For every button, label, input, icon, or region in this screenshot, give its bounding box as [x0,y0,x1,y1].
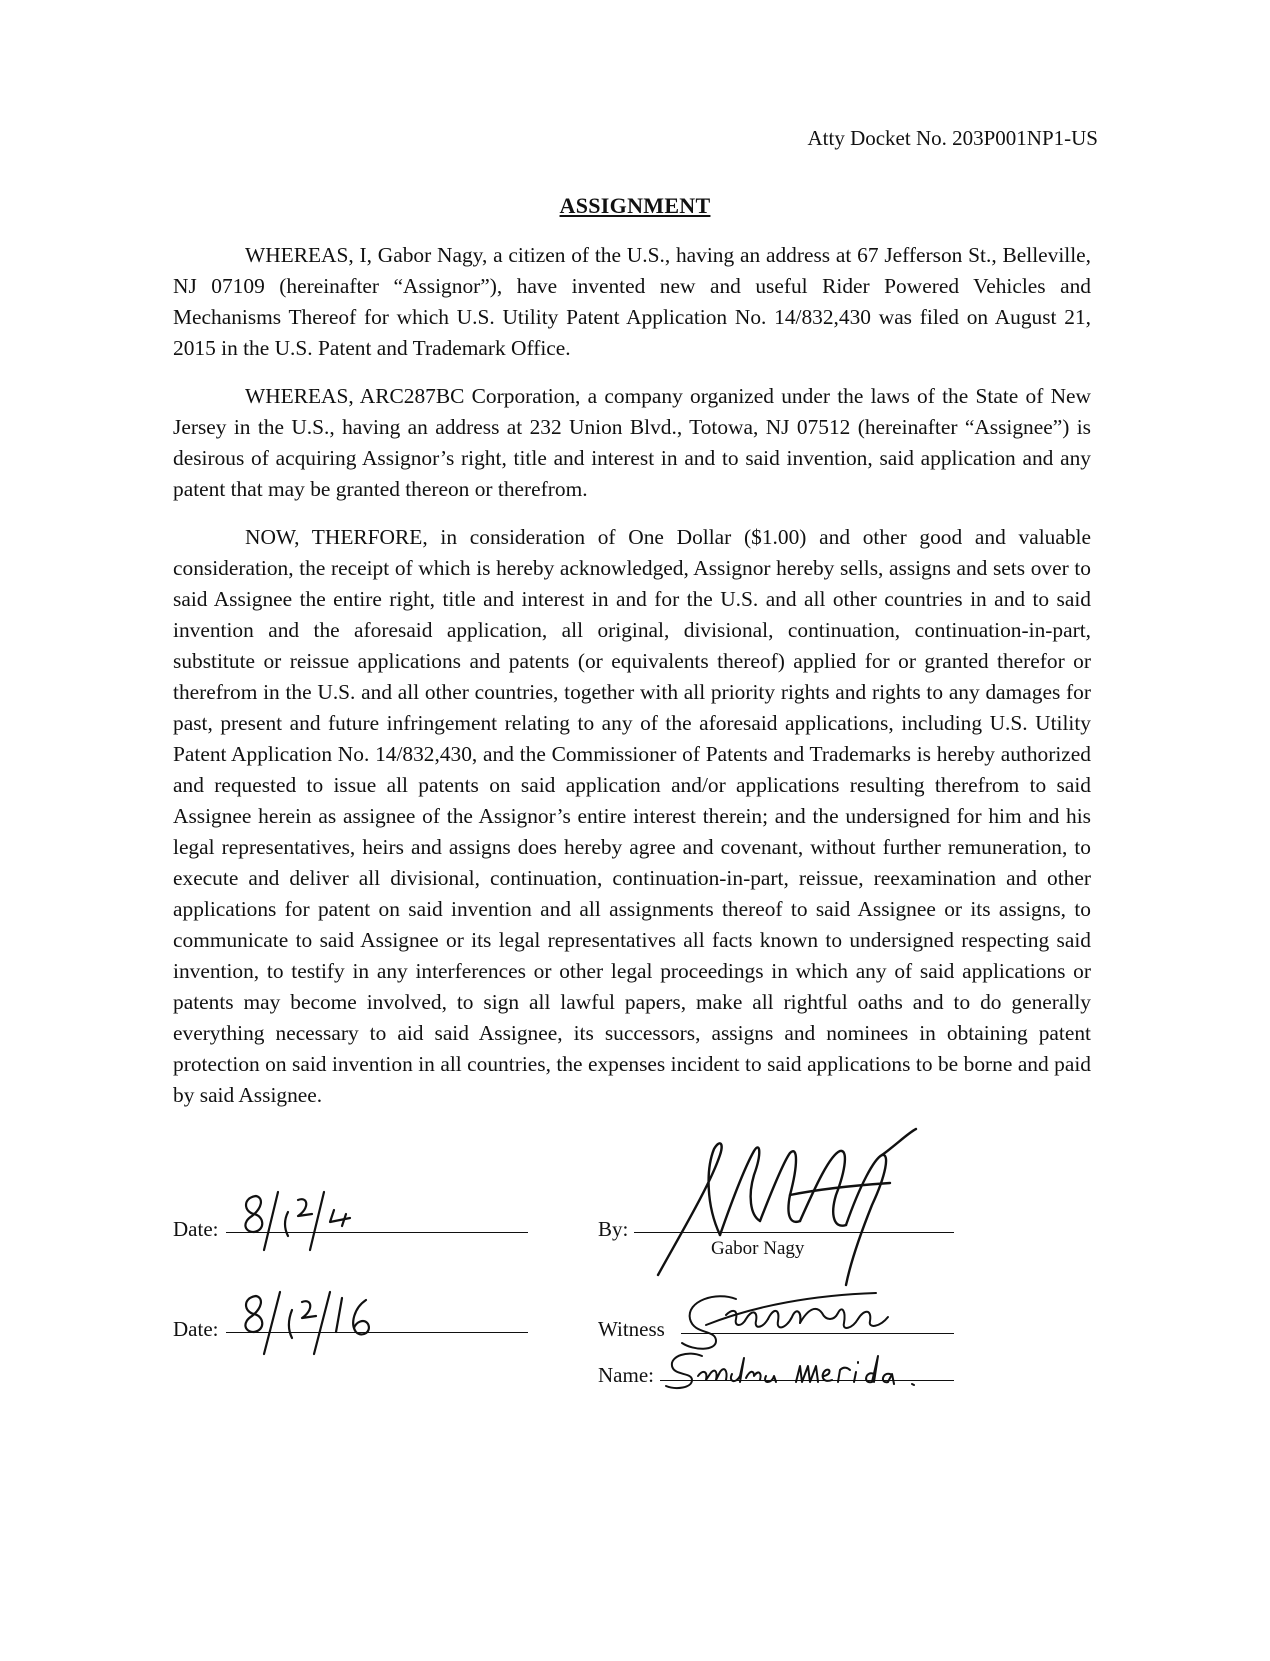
date-line-2 [226,1332,528,1333]
witness-label: Witness [598,1317,665,1341]
paragraph-whereas-assignor: WHEREAS, I, Gabor Nagy, a citizen of the U.S., having an address at 67 Jefferson St., Belleville, NJ 07109 (hereinafter “Assignor”), have invented new and useful Rider Powered Vehicles and Mechanisms Thereof for which U.S. Utility Patent Application No. 14/832,430 was filed on August 21, 2015 in the U.S. Patent and Trademark Office. [173,243,1091,360]
name-line [660,1380,954,1381]
document-title: ASSIGNMENT [559,193,711,218]
handwritten-date-1 [238,1186,378,1256]
by-label: By: [598,1217,629,1241]
witness-handwritten-name [662,1348,922,1394]
date-label-2: Date: [173,1317,219,1341]
paragraph-now-therefore: NOW, THERFORE, in consideration of One Dollar ($1.00) and other good and valuable consideration, the receipt of which is hereby acknowledged, Assignor hereby sells, assigns and sets over to said Assignee the entire right, title and interest in and for the U.S. and all other countries in and to said invention and the aforesaid application, all original, divisional, continuation, continuation-in-part, substitute or reissue applications and patents (or equivalents thereof) applied for or granted therefor or therefrom in the U.S. and all other countries, together with all priority rights and rights to any damages for past, present and future infringement relating to any of the aforesaid applications, including U.S. Utility Patent Application No. 14/832,430, and the Commissioner of Patents and Trademarks is hereby authorized and requested to issue all patents on said application and/or applications resulting therefrom to said Assignee herein as assignee of the Assignor’s entire interest therein; and the undersigned for him and his legal representatives, heirs and assigns does hereby agree and covenant, without further remuneration, to execute and deliver all divisional, continuation, continuation-in-part, reissue, reexamination and other applications for patent on said invention and all assignments thereof to said Assignee or its assigns, to communicate to said Assignee or its legal representatives all facts known to undersigned respecting said invention, to testify in any interferences or other legal proceedings in which any of said applications or patents may become involved, to sign all lawful papers, make all rightful oaths and to do generally everything necessary to aid said Assignee, its successors, assigns and nominees in obtaining patent protection on said invention in all countries, the expenses incident to said applications to be borne and paid by said Assignee. [173,525,1091,1107]
date-label-1: Date: [173,1217,219,1241]
signer-printed-name: Gabor Nagy [711,1238,805,1259]
paragraph-whereas-assignee: WHEREAS, ARC287BC Corporation, a company organized under the laws of the State of New Jersey in the U.S., having an address at 232 Union Blvd., Totowa, NJ 07512 (hereinafter “Assignee”) is desirous of acquiring Assignor’s right, title and interest in and to said invention, said application and any patent that may be granted thereon or therefrom. [173,384,1091,501]
witness-signature [676,1285,906,1355]
signature-line [634,1232,954,1233]
handwritten-date-2 [236,1288,396,1358]
docket-number: Atty Docket No. 203P001NP1-US [807,126,1098,150]
signature-gabor-nagy [650,1125,920,1300]
witness-line [681,1333,954,1334]
date-line-1 [226,1232,528,1233]
name-label: Name: [598,1363,654,1387]
document-body [173,240,1091,1128]
